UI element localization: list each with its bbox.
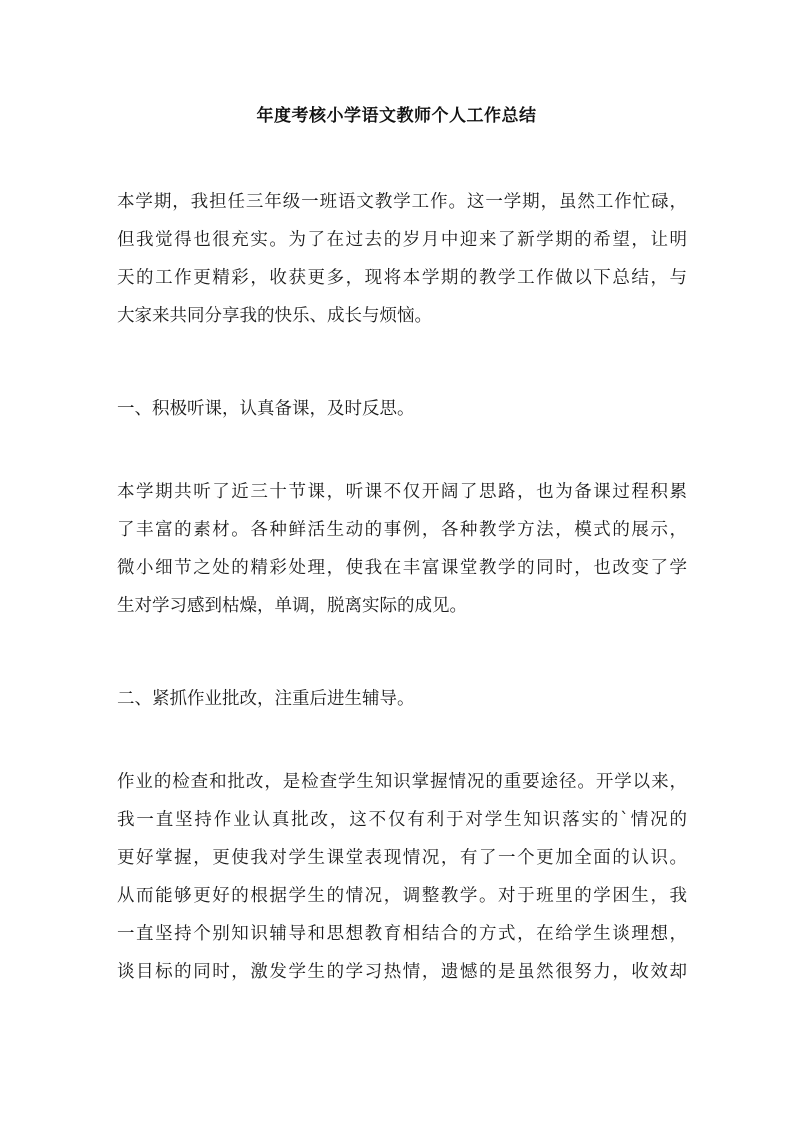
paragraph-line: 生对学习感到枯燥，单调，脱离实际的成见。: [117, 596, 467, 616]
paragraph-line: 本学期，我担任三年级一班语文教学工作。这一学期，虽然工作忙碌，: [117, 192, 687, 212]
section-heading-2: 二、紧抓作业批改，注重后进生辅导。: [117, 689, 415, 709]
document-title: 年度考核小学语文教师个人工作总结: [256, 106, 537, 126]
paragraph-line: 更好掌握，更使我对学生课堂表现情况，有了一个更加全面的认识。: [117, 848, 687, 868]
paragraph-line: 一直坚持个别知识辅导和思想教育相结合的方式，在给学生谈理想，: [117, 924, 687, 944]
paragraph-line: 大家来共同分享我的快乐、成长与烦恼。: [117, 306, 432, 326]
paragraph-line: 了丰富的素材。各种鲜活生动的事例，各种教学方法，模式的展示，: [117, 520, 687, 540]
paragraph-line: 我一直坚持作业认真批改，这不仅有利于对学生知识落实的`情况的: [117, 810, 687, 830]
paragraph-line: 但我觉得也很充实。为了在过去的岁月中迎来了新学期的希望，让明: [117, 230, 687, 250]
paragraph-line: 从而能够更好的根据学生的情况，调整教学。对于班里的学困生，我: [117, 886, 687, 906]
paragraph-line: 谈目标的同时，激发学生的学习热情，遗憾的是虽然很努力，收效却: [117, 962, 687, 982]
paragraph-line: 作业的检查和批改，是检查学生知识掌握情况的重要途径。开学以来，: [117, 772, 687, 792]
paragraph-line: 天的工作更精彩，收获更多，现将本学期的教学工作做以下总结，与: [117, 268, 687, 288]
paragraph-line: 本学期共听了近三十节课，听课不仅开阔了思路，也为备课过程积累: [117, 482, 687, 502]
section-heading-1: 一、积极听课，认真备课，及时反思。: [117, 399, 415, 419]
paragraph-line: 微小细节之处的精彩处理，使我在丰富课堂教学的同时，也改变了学: [117, 558, 687, 578]
